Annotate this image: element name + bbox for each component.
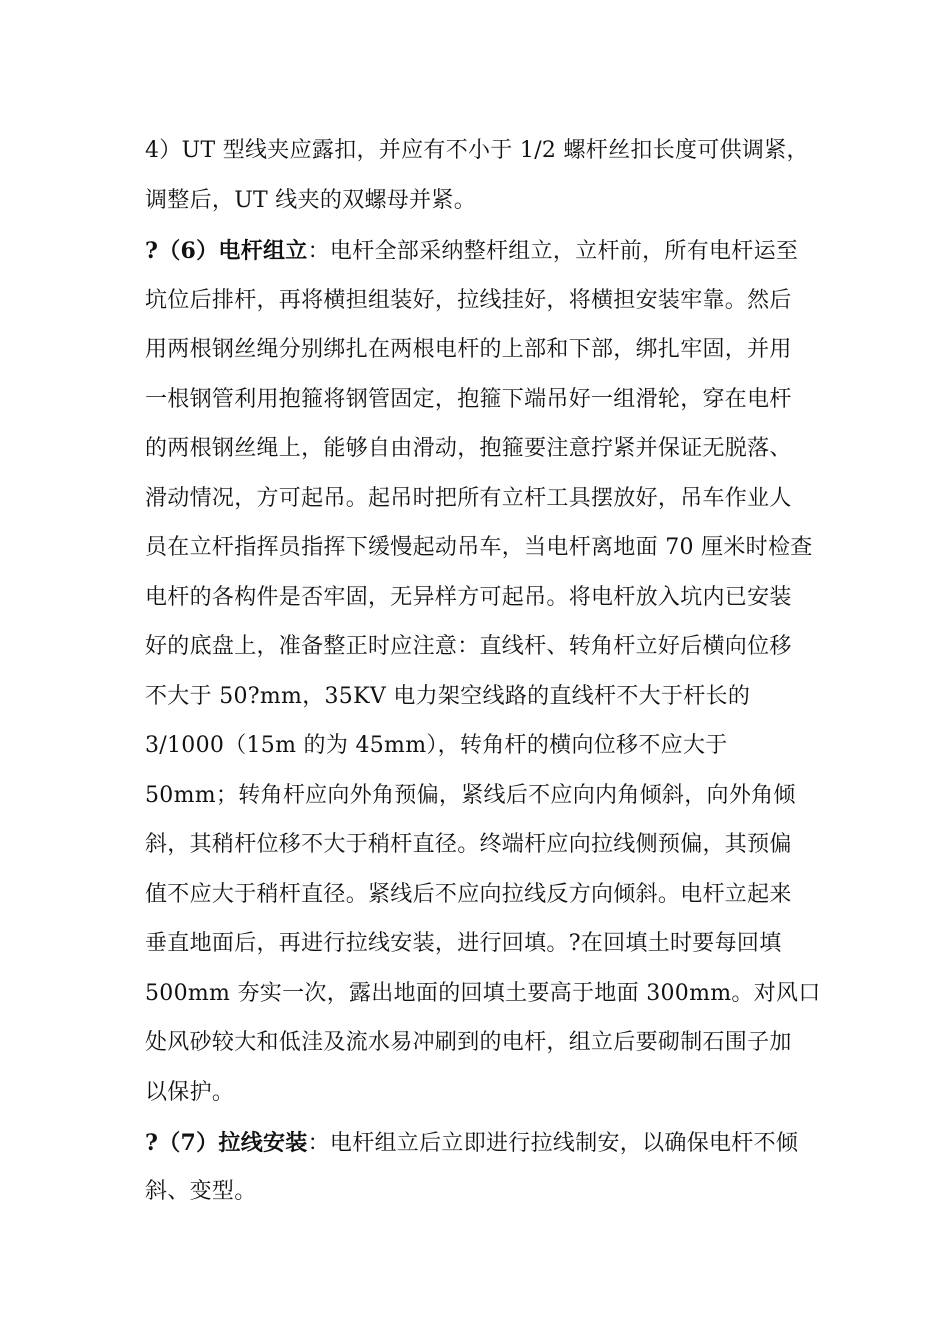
text-line: 坑位后排杆，再将横担组装好，拉线挂好，将横担安装牢靠。然后 [145,288,792,313]
text-line: 不大于 50?mm，35KV 电力架空线路的直线杆不大于杆长的 [145,684,751,709]
text-line: 调整后，UT 线夹的双螺母并紧。 [145,188,477,213]
text-line: 斜，其稍杆位移不大于稍杆直径。终端杆应向拉线侧预偏，其预偏 [145,832,792,857]
text-line: 的两根钢丝绳上，能够自由滑动，抱箍要注意拧紧并保证无脱落、 [145,436,792,461]
text-line: 处风砂较大和低洼及流水易冲刷到的电杆，组立后要砌制石围子加 [145,1030,792,1055]
text-line: 好的底盘上，准备整正时应注意：直线杆、转角杆立好后横向位移 [145,634,792,659]
section-6-text: ：电杆全部采纳整杆组立，立杆前，所有电杆运至 [307,239,799,264]
section-7-text: ：电杆组立后立即进行拉线制安，以确保电杆不倾 [307,1131,799,1156]
section-6-first-line [145,236,798,267]
text-line: 一根钢管利用抱箍将钢管固定，抱箍下端吊好一组滑轮，穿在电杆 [145,387,792,412]
text-line: 50mm；转角杆应向外角预偏，紧线后不应向内角倾斜，向外角倾 [145,783,796,808]
text-line: 电杆的各构件是否牢固，无异样方可起吊。将电杆放入坑内已安装 [145,585,792,610]
text-line: 以保护。 [145,1080,235,1105]
text-line: 用两根钢丝绳分别绑扎在两根电杆的上部和下部，绑扎牢固，并用 [145,337,792,362]
section-6-number: ?（6） [145,238,219,264]
text-line: 员在立杆指挥员指挥下缓慢起动吊车，当电杆离地面 70 厘米时检查 [145,535,813,560]
text-line: 值不应大于稍杆直径。紧线后不应向拉线反方向倾斜。电杆立起来 [145,882,792,907]
section-6-heading: 电杆组立 [218,238,308,264]
text-line: 垂直地面后，再进行拉线安装，进行回填。?在回填土时要每回填 [145,931,782,956]
text-line: 斜、变型。 [145,1179,257,1204]
section-7-first-line [145,1128,798,1159]
section-7-number: ?（7） [145,1130,219,1156]
text-line: 滑动情况，方可起吊。起吊时把所有立杆工具摆放好，吊车作业人 [145,486,792,511]
section-7-heading: 拉线安装 [218,1130,308,1156]
text-line: 500mm 夯实一次，露出地面的回填土要高于地面 300mm。对风口 [145,981,821,1006]
text-line: 3/1000（15m 的为 45mm），转角杆的横向位移不应大于 [145,733,728,758]
text-line: 4）UT 型线夹应露扣，并应有不小于 1/2 螺杆丝扣长度可供调紧， [145,138,809,163]
